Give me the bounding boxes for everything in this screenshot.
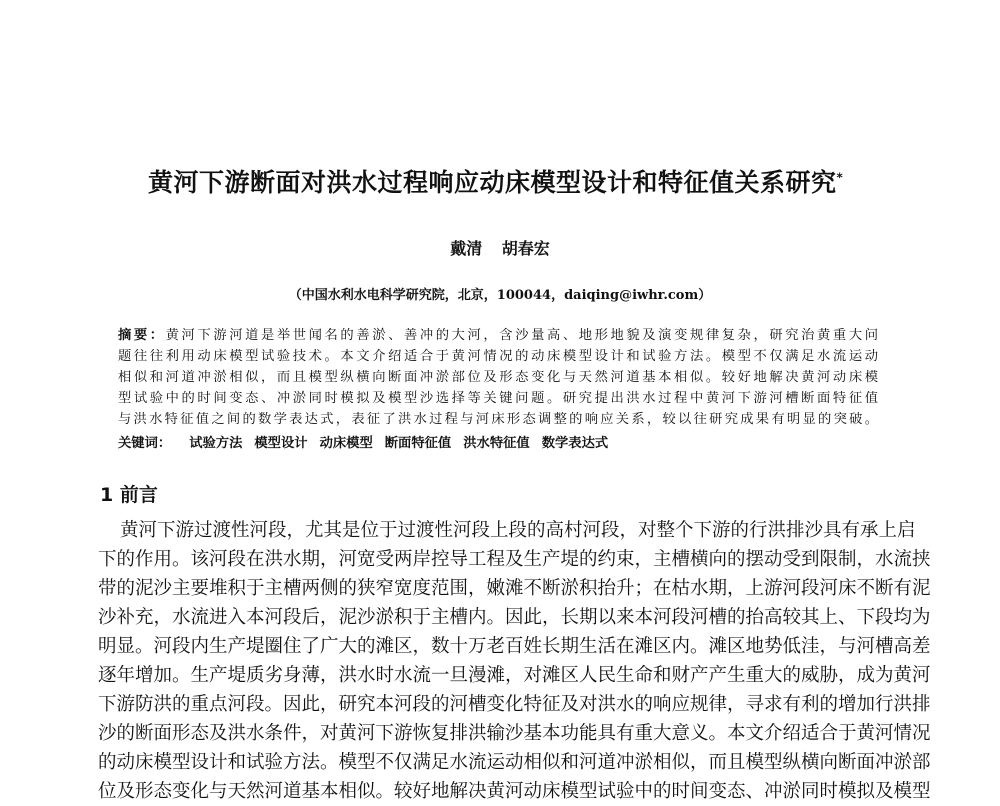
author: 戴清 (450, 239, 483, 258)
abstract-line: 题往往利用动床模型试验技术。本文介绍适合于黄河情况的动床模型设计和试验方法。模型不仅满足水流运动 (118, 349, 878, 364)
affiliation: （中国水利水电科学研究院，北京，100044，daiqing@iwhr.com） (288, 288, 712, 303)
keyword: 数学表达式 (541, 436, 609, 451)
body-line: 位及形态变化与天然河道基本相似。较好地解决黄河动床模型试验中的时间变态、冲淤同时模拟及模型 (98, 781, 931, 802)
body-line: 明显。河段内生产堤圈住了广大的滩区，数十万老百姓长期生活在滩区内。滩区地势低洼，与河槽高差 (98, 636, 931, 657)
body-line: 的动床模型设计和试验方法。模型不仅满足水流运动相似和河道冲淤相似，而且模型纵横向断面冲淤部 (98, 752, 931, 773)
abstract-line: 与洪水特征值之间的数学表达式，表征了洪水过程与河床形态调整的响应关系，较以往研究成果有明显的突破。 (118, 412, 878, 427)
keyword: 试验方法 (189, 436, 243, 451)
body-line: 黄河下游过渡性河段，尤其是位于过渡性河段上段的高村河段，对整个下游的行洪排沙具有承上启 (120, 520, 916, 541)
title-text: 黄河下游断面对洪水过程响应动床模型设计和特征值关系研究 (148, 168, 837, 197)
body-line: 沙的断面形态及洪水条件，对黄河下游恢复排洪输沙基本功能具有重大意义。本文介绍适合于黄河情况 (98, 723, 931, 744)
keyword: 断面特征值 (384, 436, 452, 451)
body-line: 逐年增加。生产堤质劣身薄，洪水时水流一旦漫滩，对滩区人民生命和财产产生重大的威胁，成为黄河 (98, 665, 931, 686)
keywords (118, 432, 620, 451)
author: 胡春宏 (501, 239, 550, 258)
abstract-text: 黄河下游河道是举世闻名的善淤、善冲的大河，含沙量高、地形地貌及演变规律复杂，研究治黄重大问 (165, 328, 879, 343)
paper-title (148, 163, 862, 199)
keyword: 动床模型 (319, 436, 373, 451)
body-line: 带的泥沙主要堆积于主槽两侧的狭窄宽度范围，嫩滩不断淤积抬升；在枯水期，上游河段河床不断有泥 (98, 578, 931, 599)
abstract-label: 摘要： (118, 328, 166, 343)
body-line: 沙补充，水流进入本河段后，泥沙淤积于主槽内。因此，长期以来本河段河槽的抬高较其上、下段均为 (98, 607, 931, 628)
section-heading: 1 前言 (100, 484, 158, 506)
keywords-label: 关键词： (118, 436, 172, 451)
abstract-line (118, 325, 878, 346)
body-line: 下的作用。该河段在洪水期，河宽受两岸控导工程及生产堤的约束，主槽横向的摆动受到限制，水流挟 (98, 549, 931, 570)
authors (0, 236, 1000, 259)
abstract-line: 相似和河道冲淤相似，而且模型纵横向断面冲淤部位及形态变化与天然河道基本相似。较好地解决黄河动床模 (118, 370, 878, 385)
title-footnote-mark: * (836, 170, 844, 185)
body-line: 下游防洪的重点河段。因此，研究本河段的河槽变化特征及对洪水的响应规律，寻求有利的增加行洪排 (98, 694, 931, 715)
keyword: 模型设计 (254, 436, 308, 451)
keyword: 洪水特征值 (463, 436, 530, 451)
abstract-line: 型试验中的时间变态、冲淤同时模拟及模型沙选择等关键问题。研究提出洪水过程中黄河下游河槽断面特征值 (118, 391, 878, 406)
